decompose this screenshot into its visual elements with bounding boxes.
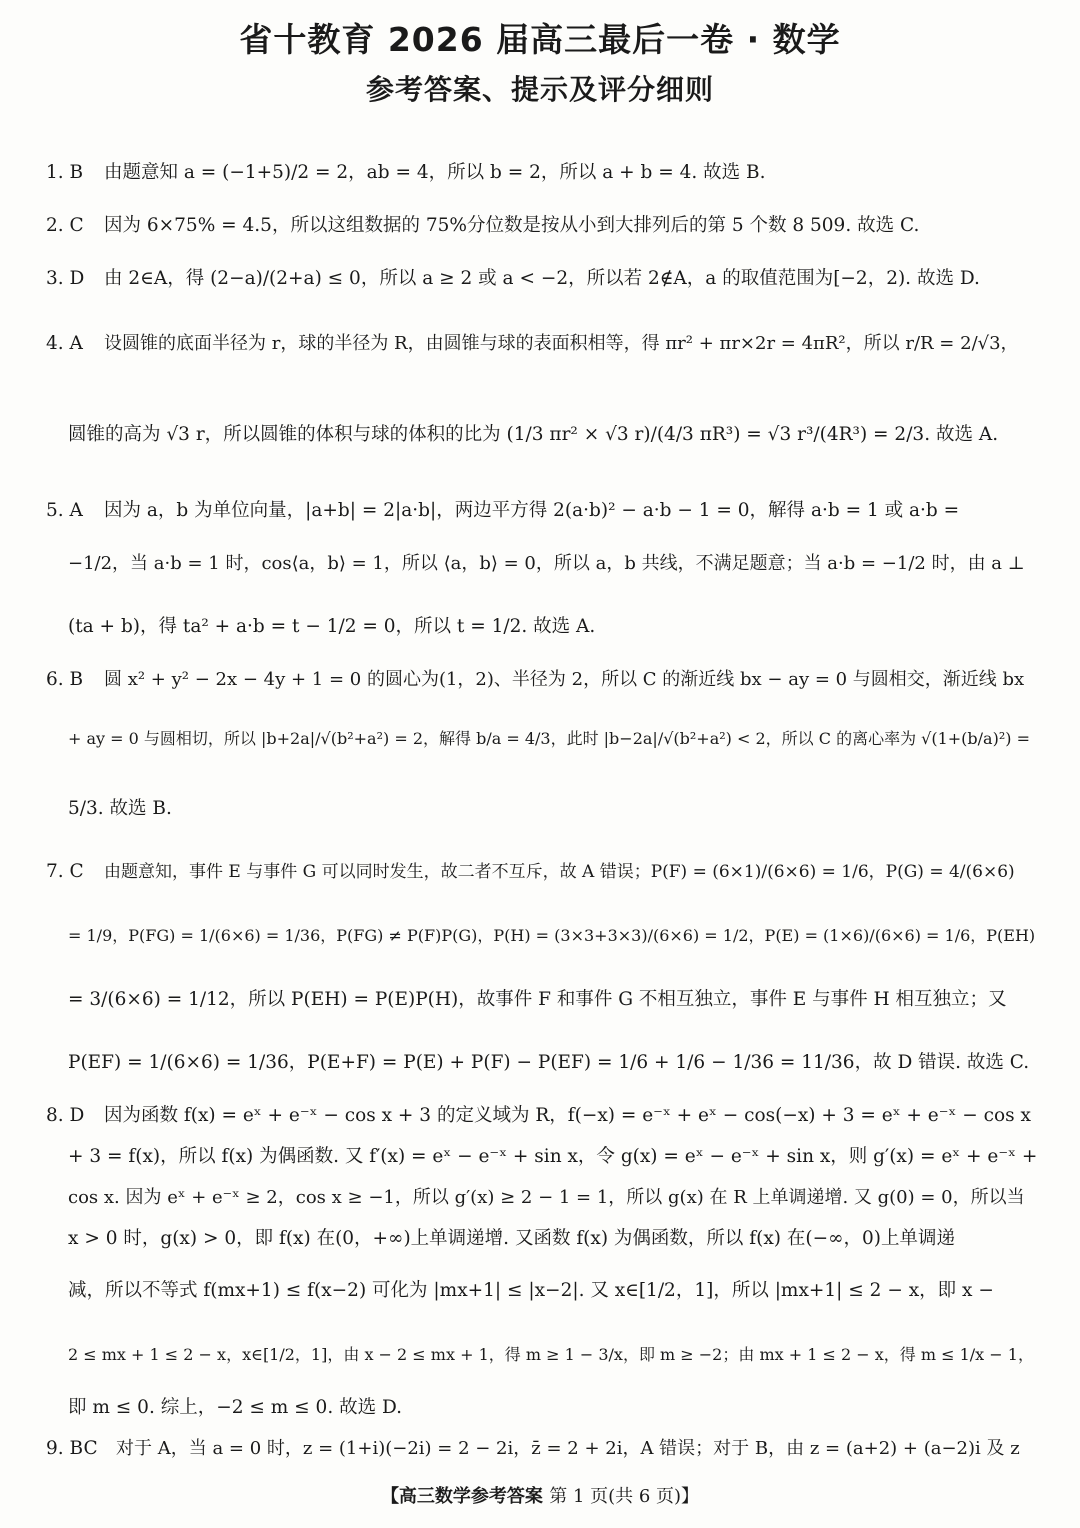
item-line: cos x. 因为 eˣ + e⁻ˣ ≥ 2，cos x ≥ −1，所以 g′(x) ≥ 2 − 1 = 1，所以 g(x) 在 R 上单调递增. 又 g(0) = 0，所以当 <box>68 1187 1025 1208</box>
item-line: 即 m ≤ 0. 综上，−2 ≤ m ≤ 0. 故选 D. <box>68 1397 403 1418</box>
item-line: 由题意知 a = (−1+5)/2 = 2，ab = 4，所以 b = 2，所以 a + b = 4. 故选 B. <box>104 162 766 183</box>
item-number: 3. D <box>46 268 85 289</box>
page-title: 省十教育 2026 届高三最后一卷 · 数学 <box>239 20 841 59</box>
item-line: 圆 x² + y² − 2x − 4y + 1 = 0 的圆心为(1，2)、半径为 2，所以 C 的渐近线 bx − ay = 0 与圆相交，渐近线 bx <box>104 669 1025 690</box>
item-line: 由 2∈A，得 (2−a)/(2+a) ≤ 0，所以 a ≥ 2 或 a < −2，所以若 2∉A，a 的取值范围为[−2，2). 故选 D. <box>104 268 980 289</box>
page-subtitle: 参考答案、提示及评分细则 <box>365 73 714 106</box>
item-line: 圆锥的高为 √3 r，所以圆锥的体积与球的体积的比为 (1/3 πr² × √3 r)/(4/3 πR³) = √3 r³/(4R³) = 2/3. 故选 A. <box>68 424 999 445</box>
item-number: 2. C <box>46 215 84 236</box>
item-line: 由题意知，事件 E 与事件 G 可以同时发生，故二者不互斥，故 A 错误；P(F) = (6×1)/(6×6) = 1/6，P(G) = 4/(6×6) <box>104 862 1015 882</box>
footer-page-number: 第 1 页(共 6 页)】 <box>549 1486 700 1507</box>
item-line: P(EF) = 1/(6×6) = 1/36，P(E+F) = P(E) + P(F) − P(EF) = 1/6 + 1/6 − 1/36 = 11/36，故 D 错误. 故选 C. <box>68 1052 1030 1073</box>
item-line: −1/2，当 a·b = 1 时，cos⟨a，b⟩ = 1，所以 ⟨a，b⟩ = 0，所以 a，b 共线，不满足题意；当 a·b = −1/2 时，由 a ⊥ <box>68 553 1025 574</box>
item-line: (ta + b)，得 ta² + a·b = t − 1/2 = 0，所以 t = 1/2. 故选 A. <box>68 616 596 637</box>
item-line: + ay = 0 与圆相切，所以 |b+2a|/√(b²+a²) = 2，解得 b/a = 4/3，此时 |b−2a|/√(b²+a²) < 2，所以 C 的离心率为 √(1+(b/a)²) = <box>68 729 1030 748</box>
item-line: = 3/(6×6) = 1/12，所以 P(EH) = P(E)P(H)，故事件 F 和事件 G 不相互独立，事件 E 与事件 H 相互独立；又 <box>68 989 1007 1010</box>
item-line: 因为函数 f(x) = eˣ + e⁻ˣ − cos x + 3 的定义域为 R，f(−x) = e⁻ˣ + eˣ − cos(−x) + 3 = eˣ + e⁻ˣ − cos x <box>104 1105 1031 1126</box>
item-number: 8. D <box>46 1105 85 1126</box>
item-line: 减，所以不等式 f(mx+1) ≤ f(x−2) 可化为 |mx+1| ≤ |x−2|. 又 x∈[1/2，1]，所以 |mx+1| ≤ 2 − x，即 x − <box>68 1280 994 1301</box>
item-line: + 3 = f(x)，所以 f(x) 为偶函数. 又 f′(x) = eˣ − e⁻ˣ + sin x，令 g(x) = eˣ − e⁻ˣ + sin x，则 g′(x) = eˣ + e⁻ˣ + <box>68 1146 1038 1167</box>
footer-label: 【高三数学参考答案 <box>380 1486 543 1507</box>
item-line: 5/3. 故选 B. <box>68 798 172 819</box>
item-number: 6. B <box>46 669 84 690</box>
item-line: 因为 6×75% = 4.5，所以这组数据的 75%分位数是按从小到大排列后的第 5 个数 8 509. 故选 C. <box>104 215 920 236</box>
item-number: 1. B <box>46 162 84 183</box>
item-line: 设圆锥的底面半径为 r，球的半径为 R，由圆锥与球的表面积相等，得 πr² + πr×2r = 4πR²，所以 r/R = 2/√3， <box>104 333 1019 354</box>
item-line: x > 0 时，g(x) > 0，即 f(x) 在(0，+∞)上单调递增. 又函数 f(x) 为偶函数，所以 f(x) 在(−∞，0)上单调递 <box>68 1228 956 1249</box>
page-footer <box>0 1482 1080 1508</box>
item-number: 9. BC <box>46 1438 98 1459</box>
item-line: 对于 A，当 a = 0 时，z = (1+i)(−2i) = 2 − 2i，z̄ = 2 + 2i，A 错误；对于 B，由 z = (a+2) + (a−2)i 及 z <box>116 1438 1020 1459</box>
item-line: = 1/9，P(FG) = 1/(6×6) = 1/36，P(FG) ≠ P(F)P(G)，P(H) = (3×3+3×3)/(6×6) = 1/2，P(E) = (1×6)/(6×6) = 1/6，P(EH) <box>68 926 1036 945</box>
item-number: 7. C <box>46 861 84 882</box>
item-number: 4. A <box>46 333 83 354</box>
item-line: 因为 a，b 为单位向量，|a+b| = 2|a·b|，两边平方得 2(a·b)² − a·b − 1 = 0，解得 a·b = 1 或 a·b = <box>104 500 960 521</box>
item-number: 5. A <box>46 500 83 521</box>
item-line: 2 ≤ mx + 1 ≤ 2 − x，x∈[1/2，1]，由 x − 2 ≤ mx + 1，得 m ≥ 1 − 3/x，即 m ≥ −2；由 mx + 1 ≤ 2 − x，得 m ≤ 1/x − 1， <box>68 1345 1034 1364</box>
